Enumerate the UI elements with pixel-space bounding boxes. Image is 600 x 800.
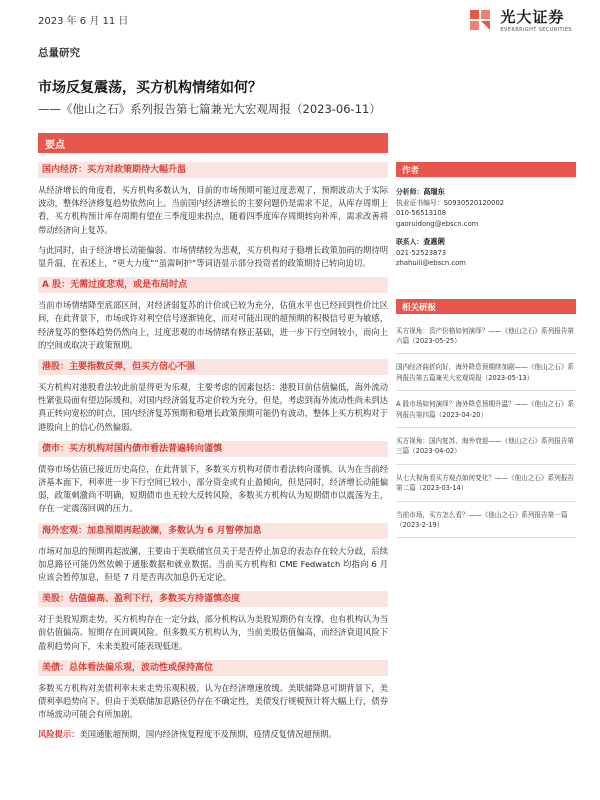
contact-info — [396, 237, 576, 269]
report-title: 市场反复震荡，买方机构情绪如何？ — [38, 80, 262, 96]
related-report-item[interactable]: A 股市场如何演绎？海外降息预期升温？——《他山之石》系列报告第四篇（2023-04-20） — [396, 399, 576, 428]
key-points-banner: 要点 — [38, 133, 388, 152]
main-content — [38, 162, 388, 749]
related-reports-list — [396, 326, 576, 539]
contact-email[interactable]: zhahuili@ebscn.com — [396, 259, 466, 267]
section-us-stocks — [38, 591, 388, 653]
sidebar — [396, 162, 576, 546]
report-category: 总量研究 — [38, 47, 80, 59]
section-overseas-macro — [38, 523, 388, 585]
section-domestic-economy — [38, 162, 388, 270]
section-paragraph: 市场对加息的预期再起波澜，主要由于美联储官员关于是否停止加息的表态存在较大分歧，后续加息路径可能仍然依赖于通胀数据和就业数据。当前买方机构和 CME Fedwatch 均指向 6 月应该会暂停加息，但是 7 月是否再次加息仍无定论。 — [38, 545, 388, 583]
related-reports-banner: 相关研报 — [396, 299, 576, 314]
risk-text: 美国通胀超预期，国内经济恢复程度不及预期，疫情反复情况超预期。 — [79, 729, 337, 740]
related-report-item[interactable]: 买方视角：国内复苏、海外衰退——《他山之石》系列报告第三篇（2023-04-02） — [396, 436, 576, 465]
related-report-item[interactable]: 从七大视角看买方观点如何变化？——《他山之石》系列报告第二篇（2023-03-14） — [396, 473, 576, 502]
section-paragraph: 当前市场情绪降至底部区间，对经济弱复苏的计价或已较为充分，估值水平也已经回到性价比区间，在此背景下，市场或许对利空信号逐渐钝化，而对可能出现的超预期的积极信号更为敏感，经济复苏的整体趋势仍然向上，过度悲观的市场情绪有修正基础，进一步下行空间较小，而向上的空间或取决于政策预期。 — [38, 300, 388, 350]
section-us-bonds — [38, 660, 388, 722]
analyst-info — [396, 187, 576, 229]
section-paragraph: 买方机构对港股看法较此前显得更为乐观，主要考虑的因素包括：港股目前估值偏低，海外流动性紧张局面有望边际缓和，对国内经济弱复苏定价较为充分，但是，考虑到海外流动性尚未到达真正转向宽松的时点，国内经济复苏预期和稳增长政策预期可能仍有波动，整体上买方机构对于港股向上的信心仍然偏弱。 — [38, 382, 388, 432]
logo-chinese-name: 光大证券 — [500, 8, 565, 26]
analyst-label: 分析师： — [396, 188, 424, 196]
section-paragraph: 与此同时，由于经济增长动能偏弱、市场情绪较为悲观，买方机构对于稳增长政策加码的期待明显升温，在表述上，“更大力度”“虽需呵护”等词语显示部分投资者的政策期待已转向迫切。 — [38, 244, 388, 269]
section-bond-market — [38, 441, 388, 516]
brand-logo — [468, 8, 572, 34]
risk-label: 风险提示： — [38, 729, 80, 740]
section-paragraph: 多数买方机构对美债利率未来走势乐观积极，认为在经济增速放缓、美联储降息可期背景下，美债利率趋势向下。但由于美联储加息路径仍存在不确定性，美债发行规模预计将大幅上行，债券市场波动可能会有所加剧。 — [38, 682, 388, 720]
section-heading: 港股：主要指数反弹，但买方信心不强 — [38, 359, 388, 375]
contact-name: 查惠俐 — [423, 237, 445, 246]
risk-warning — [38, 728, 388, 741]
section-heading: 债市：买方机构对国内债市看法普遍转向谨慎 — [38, 441, 388, 457]
related-report-item[interactable]: 当前市场，买方怎么看？——《他山之石》系列报告第一篇（2023-2-19） — [396, 510, 576, 539]
section-heading: 海外宏观：加息预期再起波澜，多数认为 6 月暂停加息 — [38, 523, 388, 539]
report-subtitle: ——《他山之石》系列报告第七篇兼光大宏观周报（2023-06-11） — [38, 102, 381, 116]
author-banner: 作者 — [396, 162, 576, 177]
section-paragraph: 从经济增长的角度看，买方机构多数认为，目前的市场预期可能过度悲观了，预期波动大于实际波动，整体经济修复趋势依然向上。当前国内经济增长的主要问题仍是需求不足，从库存周期上看，买方机构预计库存周期有望在三季度迎来拐点，随着四季度库存周期转向补库，需求改善将带动经济向上复苏。 — [38, 185, 388, 235]
key-points-divider — [38, 152, 388, 153]
analyst-license: 执业证书编号：S0930520120002 — [396, 198, 505, 207]
logo-english-name: EVERBRIGHT SECURITIES — [500, 27, 572, 33]
analyst-phone: 010-56513108 — [396, 209, 447, 217]
analyst-email[interactable]: gaoruidong@ebscn.com — [396, 219, 479, 228]
related-report-item[interactable]: 买方视角：资产价格如何演绎？——《他山之石》系列报告第六篇（2023-05-25） — [396, 326, 576, 355]
section-heading: 美股：估值偏高、盈利下行，多数买方持谨慎态度 — [38, 591, 388, 607]
contact-label: 联系人： — [396, 238, 424, 246]
analyst-name: 高瑞东 — [423, 187, 445, 196]
section-a-shares — [38, 277, 388, 352]
section-hk-stocks — [38, 359, 388, 434]
section-paragraph: 对于美股短期走势，买方机构存在一定分歧，部分机构认为美股短期仍有支撑，也有机构认为当前估值偏高、短期存在回调风险。但多数买方机构认为，当前美股估值偏高，而经济衰退风险下盈利趋势向下，未来美股可能表现低迷。 — [38, 614, 388, 651]
contact-phone: 021-52523873 — [396, 248, 447, 257]
section-paragraph: 债券市场估值已接近历史高位，在此背景下，多数买方机构对债市看法转向谨慎，认为在当前经济基本面下，利率进一步下行空间已较小，部分资金或有止盈倾向，但是同时，经济增长动能偏弱，政策刺激尚不明确，短期债市也无较大反转风险，多数买方机构认为短期债市以震荡为主，存在一定震荡回调的压力。 — [38, 463, 388, 514]
report-date: 2023 年 6 月 11 日 — [38, 16, 129, 27]
section-heading: A 股：无需过度悲观，或是布局时点 — [38, 277, 388, 293]
section-heading: 美债：总体看法偏乐观，波动性或保持高位 — [38, 660, 388, 676]
everbright-logo-icon — [468, 8, 494, 34]
section-heading: 国内经济：买方对政策期待大幅升温 — [38, 162, 388, 178]
related-report-item[interactable]: 国内经济曲折向好，海外降息预期续加剧——《他山之石》系列报告第五篇兼光大宏观周报（2023-05-13） — [396, 362, 576, 391]
